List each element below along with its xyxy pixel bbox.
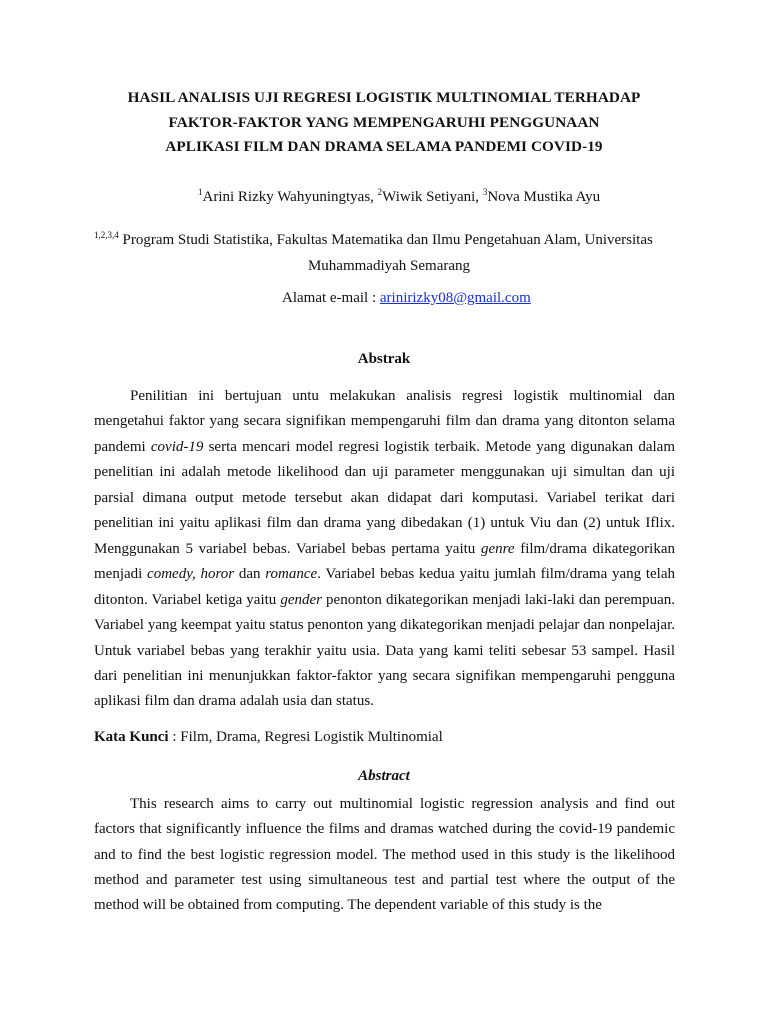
affiliation-line-1: Program Studi Statistika, Fakultas Matematika dan Ilmu Pengetahuan Alam, Universitas [118, 232, 653, 248]
email-link[interactable]: arinirizky08@gmail.com [379, 290, 531, 306]
abstrak-text-4: dan [234, 566, 266, 583]
abstract-text: This research aims to carry out multinomial logistic regression analysis and find out factors that significantly influence the films and dramas watched during the covid-19 pandemic and to find the best logistic regression model. The method used in this study is the likelihood method and parameter test using simultaneous test and partial test where the output of the method will be obtained from computing. The dependent variable of this study is the [94, 796, 675, 914]
affiliation-line-2: Muhammadiyah Semarang [307, 258, 471, 274]
abstract-body [94, 792, 675, 918]
abstrak-italic-3: comedy, horor [147, 566, 235, 583]
affiliation-superscript: 1,2,3,4 [94, 230, 119, 240]
abstrak-text-2: serta mencari model regresi logistik terbaik. Metode yang digunakan dalam penelitian ini adalah metode likelihood dan uji parameter menggunakan uji simultan dan uji parsial dimana output metode tersebut akan didapat dari komputasi. Variabel terikat dari penelitian ini yaitu aplikasi film dan drama yang dibedakan (1) untuk Viu dan (2) untuk Iflix. Menggunakan 5 variabel bebas. Variabel bebas pertama yaitu [94, 438, 675, 557]
paper-title [90, 86, 678, 160]
email-line [282, 290, 531, 307]
title-line-2: FAKTOR-FAKTOR YANG MEMPENGARUHI PENGGUNAAN [168, 113, 600, 131]
author-list [198, 189, 600, 206]
abstrak-italic-1: covid-19 [150, 438, 204, 455]
email-label: Alamat e-mail : [282, 290, 380, 306]
author-3-superscript: 3 [482, 187, 488, 197]
abstract-heading: Abstract [358, 768, 410, 784]
abstrak-italic-2: genre [480, 540, 515, 557]
abstrak-italic-5: gender [280, 591, 322, 608]
title-line-3: APLIKASI FILM DAN DRAMA SELAMA PANDEMI COVID-19 [165, 138, 603, 155]
abstrak-heading: Abstrak [357, 351, 411, 367]
author-2: Wiwik Setiyani, [382, 189, 483, 205]
abstrak-text-1: Penilitian ini bertujuan untu melakukan analisis regresi logistik multinomial dan mengetahui faktor yang secara signifikan mempengaruhi film dan drama yang ditonton selama pandemi [94, 388, 675, 455]
author-1: Arini Rizky Wahyuningtyas, [202, 189, 378, 205]
abstrak-text-3: film/drama dikategorikan menjadi [94, 540, 675, 583]
affiliation [94, 227, 674, 279]
abstrak-italic-4: romance [265, 566, 318, 583]
keywords [94, 729, 443, 746]
abstrak-text-5: . Variabel bebas kedua yaitu jumlah film/drama yang telah ditonton. Variabel ketiga yaitu [94, 566, 675, 608]
abstrak-text-6: penonton dikategorikan menjadi laki-laki dan perempuan. Variabel yang keempat yaitu status penonton yang dikategorikan menjadi pelajar dan nonpelajar. Untuk variabel bebas yang terakhir yaitu usia. Data yang kami teliti sebesar 53 sampel. Hasil dari penelitian ini menunjukkan faktor-faktor yang secara signifikan mempengaruhi pengguna aplikasi film dan drama adalah usia dan status. [94, 591, 675, 710]
author-3: Nova Mustika Ayu [487, 189, 601, 205]
keywords-label: Kata Kunci [94, 729, 169, 745]
abstrak-body [94, 384, 675, 715]
keywords-text: : Film, Drama, Regresi Logistik Multinomial [168, 729, 443, 745]
title-line-1: HASIL ANALISIS UJI REGRESI LOGISTIK MULTINOMIAL TERHADAP [127, 89, 641, 106]
author-1-superscript: 1 [198, 187, 203, 197]
author-2-superscript: 2 [377, 187, 383, 197]
